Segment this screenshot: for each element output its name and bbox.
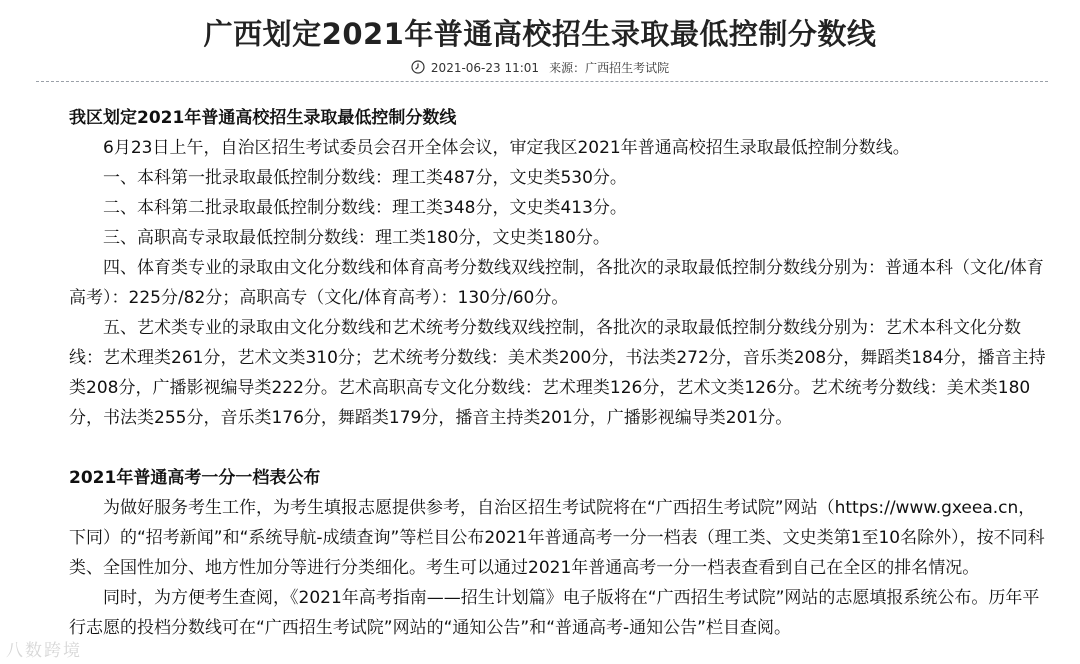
paragraph: 二、本科第二批录取最低控制分数线：理工类348分，文史类413分。 (103, 198, 627, 218)
section-heading: 我区划定2021年普通高校招生录取最低控制分数线 (69, 108, 457, 128)
publish-date: 2021-06-23 11:01 (430, 61, 540, 75)
paragraph: 同时，为方便考生查阅，《2021年高考指南——招生计划篇》电子版将在“广西招生考试院”网站的志愿填报系统公布。历年平行志愿的投档分数线可在“广西招生考试院”网站的“通知公告”和“普通高考-通知公告”栏目查阅。 (69, 588, 1040, 638)
header-divider (36, 81, 1048, 82)
paragraph: 为做好服务考生工作，为考生填报志愿提供参考，自治区招生考试院将在“广西招生考试院”网站（https://www.gxeea.cn，下同）的“招考新闻”和“系统导航-成绩查询”等栏目公布2021年普通高考一分一档表（理工类、文史类第1至10名除外），按不同科类、全国性加分、地方性加分等进行分类细化。考生可以通过2021年普通高考一分一档表查看到自己在全区的排名情况。 (69, 498, 1045, 578)
paragraph: 四、体育类专业的录取由文化分数线和体育高考分数线双线控制，各批次的录取最低控制分数线分别为：普通本科（文化/体育高考）：225分/82分；高职高专（文化/体育高考）：130分/60分。 (69, 258, 1044, 308)
article-meta (0, 59, 1080, 77)
article-title: 广西划定2021年普通高校招生录取最低控制分数线 (203, 17, 877, 51)
paragraph: 6月23日上午，自治区招生考试委员会召开全体会议，审定我区2021年普通高校招生录取最低控制分数线。 (103, 138, 910, 158)
article-source: 来源：广西招生考试院 (549, 61, 670, 75)
section-heading: 2021年普通高考一分一档表公布 (69, 468, 321, 488)
watermark: 八数跨境 (6, 641, 82, 661)
paragraph: 五、艺术类专业的录取由文化分数线和艺术统考分数线双线控制，各批次的录取最低控制分数线分别为：艺术本科文化分数线：艺术理类261分，艺术文类310分；艺术统考分数线：美术类200分，书法类272分，音乐类208分，舞蹈类184分，播音主持类208分，广播影视编导类222分。艺术高职高专文化分数线：艺术理类126分，艺术文类126分。艺术统考分数线：美术类180分，书法类255分，音乐类176分，舞蹈类179分，播音主持类201分，广播影视编导类201分。 (69, 318, 1046, 428)
clock-icon (411, 60, 425, 77)
paragraph: 一、本科第一批录取最低控制分数线：理工类487分，文史类530分。 (103, 168, 627, 188)
article-body (69, 103, 1049, 643)
paragraph: 三、高职高专录取最低控制分数线：理工类180分，文史类180分。 (103, 228, 610, 248)
